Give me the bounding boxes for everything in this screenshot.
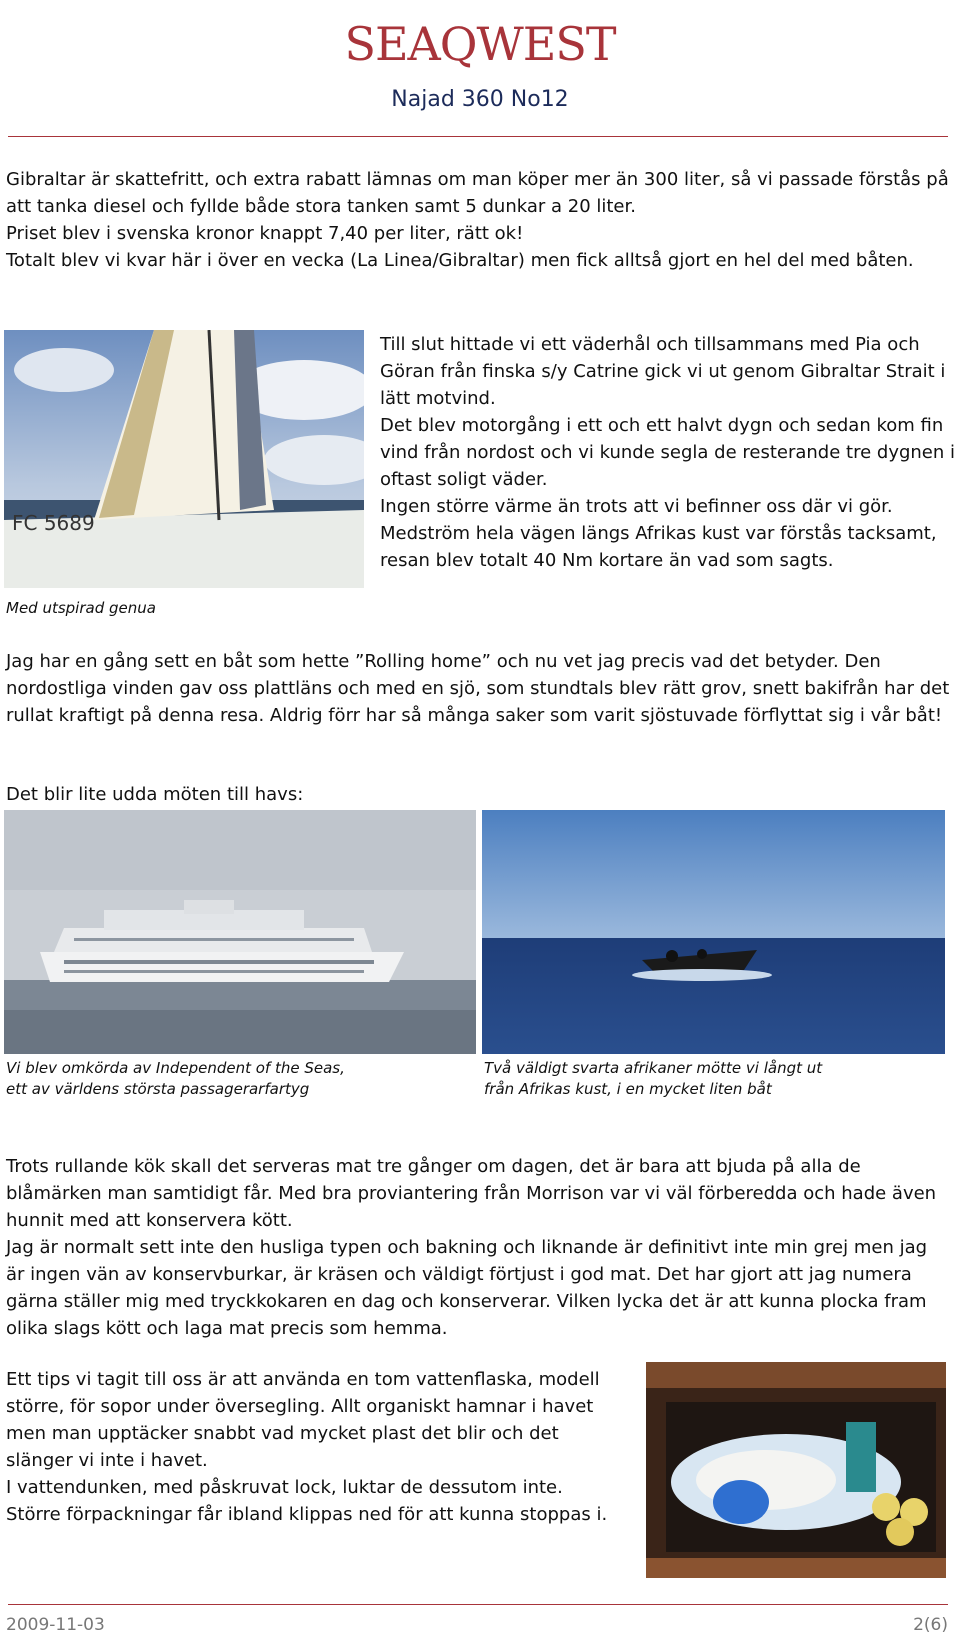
footer-page-number: 2(6) [913, 1615, 948, 1635]
trash-bottle-photo [646, 1362, 946, 1578]
small-boat-caption: Två väldigt svarta afrikaner mötte vi långt ut från Afrikas kust, i en mycket liten båt [484, 1059, 823, 1098]
seaqwest-logo: SEAQWEST [344, 17, 616, 71]
sail-section-text [380, 331, 955, 574]
intro-text [6, 166, 951, 274]
svg-text:FC 5689: FC 5689 [12, 511, 95, 535]
cruise-ship-photo [4, 810, 476, 1054]
footer-divider [8, 1604, 948, 1605]
sail-paragraph: Ingen större värme än trots att vi befinner oss där vi gör. Medström hela vägen längs Afrikas kust var förstås tacksamt, resan blev totalt 40 Nm kortare än vad som sagts. [380, 496, 937, 571]
intro-paragraph: Gibraltar är skattefritt, och extra rabatt lämnas om man köper mer än 300 liter, så vi passade förstås på att tanka diesel och fyllde både stora tanken samt 5 dunkar a 20 liter. [6, 169, 949, 217]
cooking-paragraph: Trots rullande kök skall det serveras mat tre gånger om dagen, det är bara att bjuda på alla de blåmärken man samtidigt får. Med bra proviantering från Morrison var vi väl förberedda och hade även hunnit med att konservera kött. [6, 1156, 937, 1231]
sail-photo [4, 330, 364, 588]
meetings-heading: Det blir lite udda möten till havs: [6, 784, 304, 805]
small-boat-photo [482, 810, 945, 1054]
sail-photo-caption: Med utspirad genua [6, 599, 156, 617]
cruise-ship-caption: Vi blev omkörda av Independent of the Seas, ett av världens största passagerarfartyg [6, 1059, 345, 1098]
intro-paragraph: Totalt blev vi kvar här i över en vecka (La Linea/Gibraltar) men fick alltså gjort en hel del med båten. [6, 250, 914, 271]
cooking-paragraph: Jag är normalt sett inte den husliga typen och bakning och liknande är definitivt inte min grej men jag är ingen vän av konservburkar, är kräsen och väldigt förtjust i god mat. Det har gjort att jag numera gärna ställer mig med tryckkokaren en dag och konserverar. Vilken lycka det är att kunna plocka fram olika slags kött och laga mat precis som hemma. [6, 1237, 928, 1339]
page-title: Najad 360 No12 [391, 87, 569, 112]
rolling-text [6, 648, 951, 729]
intro-paragraph: Priset blev i svenska kronor knappt 7,40 per liter, rätt ok! [6, 223, 524, 244]
tips-text [6, 1366, 616, 1528]
rolling-paragraph: Jag har en gång sett en båt som hette ”Rolling home” och nu vet jag precis vad det betyder. Den nordostliga vinden gav oss plattläns och med en sjö, som stundtals blev rätt grov, snett bakifrån har det rullat kraftigt på denna resa. Aldrig förr har så många saker som varit sjöstuvade förflyttat sig i vår båt! [6, 651, 950, 726]
sail-paragraph: Till slut hittade vi ett väderhål och tillsammans med Pia och Göran från finska s/y Catrine gick vi ut genom Gibraltar Strait i lätt motvind. [380, 334, 946, 409]
sail-paragraph: Det blev motorgång i ett och ett halvt dygn och sedan kom fin vind från nordost och vi kunde segla de resterande tre dygnen i oftast soligt väder. [380, 415, 956, 490]
header-divider [8, 136, 948, 137]
tips-paragraph: Ett tips vi tagit till oss är att använda en tom vattenflaska, modell större, för sopor under översegling. Allt organiskt hamnar i havet men man upptäcker snabbt vad mycket plast det blir och det slänger vi inte i havet. [6, 1369, 600, 1471]
tips-paragraph: I vattendunken, med påskruvat lock, luktar de dessutom inte. Större förpackningar får ibland klippas ned för att kunna stoppas i. [6, 1477, 608, 1525]
cooking-text [6, 1153, 951, 1342]
footer-date: 2009-11-03 [6, 1615, 105, 1635]
